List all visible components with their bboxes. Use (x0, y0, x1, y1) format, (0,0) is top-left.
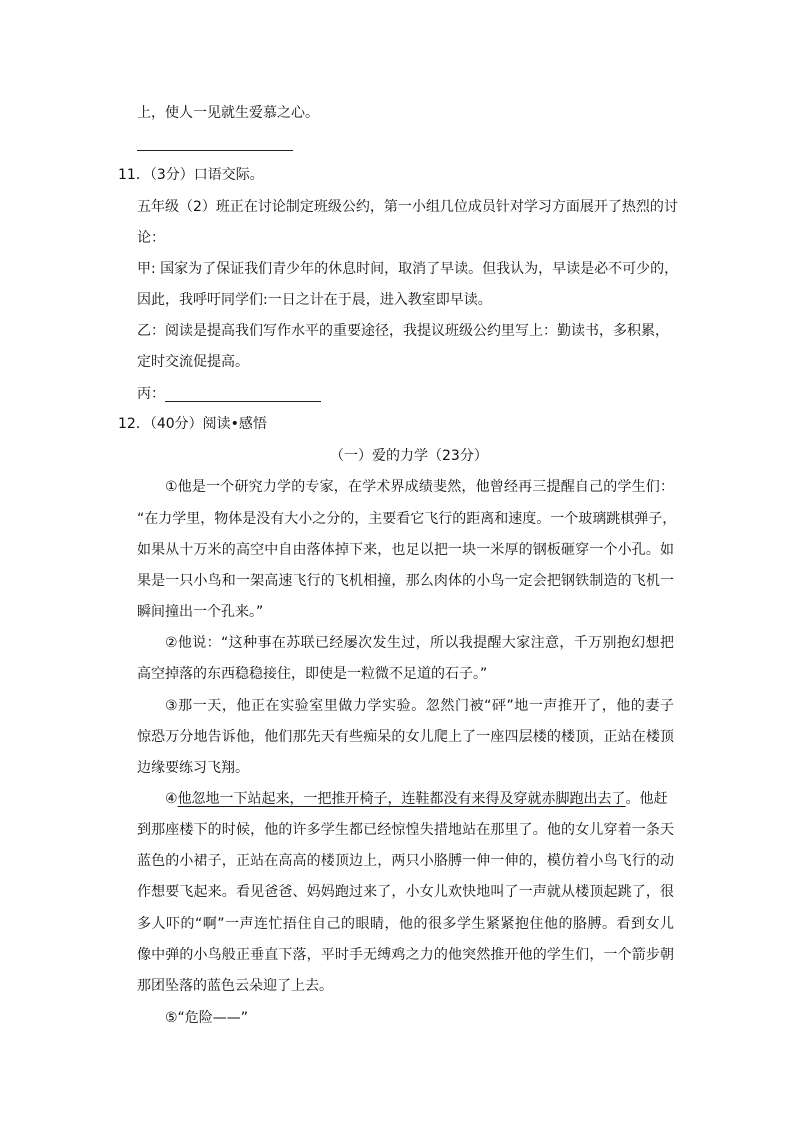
q12-p4-line-2: 到那座楼下的时候，他的许多学生都已经惊惶失措地站在那里了。他的女儿穿着一条天 (137, 822, 674, 838)
q10-continuation-text: 上，使人一见就生爱慕之心。 (137, 105, 319, 121)
q11-header: 11．（3分）口语交际。 (118, 167, 264, 183)
q12-p3-line-2: 惊恐万分地告诉他，他们那先天有些痴呆的女儿爬上了一座四层楼的楼顶，正站在楼顶 (137, 729, 674, 745)
q12-p4-line-7: 那团坠落的蓝色云朵迎了上去。 (137, 978, 333, 994)
q12-header: 12．（40分）阅读•感悟 (118, 416, 267, 432)
q11-intro-line-2: 论： (137, 230, 165, 246)
q11-jia-line-2: 因此，我呼吁同学们:一日之计在于晨，进入教室即早读。 (137, 292, 492, 308)
q11-bing-answer-blank[interactable] (165, 401, 321, 402)
q12-p2-line-2: 高空掉落的东西稳稳接住，即使是一粒微不足道的石子。” (137, 666, 488, 682)
q12-p2-line-1: ②他说：“这种事在苏联已经屡次发生过，所以我提醒大家注意，千万别抱幻想把 (165, 635, 674, 651)
q12-p4-line-6: 像中弹的小鸟般正垂直下落，平时手无缚鸡之力的他突然推开他的学生们，一个箭步朝 (137, 947, 674, 963)
q12-section-title: （一）爱的力学（23分） (330, 448, 488, 464)
q12-p1-line-5: 瞬间撞出一个孔来。” (137, 604, 264, 620)
q12-p4-line-1-tail: 。他赶 (625, 791, 668, 807)
q12-p1-line-4: 果是一只小鸟和一架高速飞行的飞机相撞，那么肉体的小鸟一定会把钢铁制造的飞机一 (137, 573, 674, 589)
q12-p4-line-4: 作想要飞起来。看见爸爸、妈妈跑过来了，小女儿欢快地叫了一声就从楼顶起跳了，很 (137, 884, 674, 900)
q12-p3-line-1: ③那一天，他正在实验室里做力学实验。忽然门被“砰”地一声推开了，他的妻子 (165, 698, 674, 714)
q11-jia-line-1: 甲: 国家为了保证我们青少年的休息时间，取消了早读。但我认为，早读是必不可少的， (137, 261, 679, 277)
q11-bing-label: 丙： (137, 386, 165, 402)
q11-yi-line-2: 定时交流促提高。 (137, 354, 249, 370)
q12-p4-underlined-sentence: 他忽地一下站起来，一把推开椅子，连鞋都没有来得及穿就赤脚跑出去了 (177, 791, 626, 807)
q12-p1-line-3: 如果从十万米的高空中自由落体掉下来，也足以把一块一米厚的钢板砸穿一个小孔。如 (137, 542, 674, 558)
q11-intro-line-1: 五年级（2）班正在讨论制定班级公约，第一小组几位成员针对学习方面展开了热烈的讨 (137, 199, 678, 215)
q12-p4-line-5: 多人吓的“啊”一声连忙捂住自己的眼睛，他的很多学生紧紧抱住他的胳膊。看到女儿 (137, 916, 674, 932)
q12-p1-line-2: “在力学里，物体是没有大小之分的，主要看它飞行的距离和速度。一个玻璃跳棋弹子， (137, 511, 677, 527)
q12-p4-number: ④ (165, 791, 178, 807)
q11-yi-line-1: 乙：阅读是提高我们写作水平的重要途径，我提议班级公约里写上：勤读书，多积累， (137, 323, 669, 339)
q12-p4-line-1 (165, 789, 668, 809)
q12-p4-line-3: 蓝色的小裙子，正站在高高的楼顶边上，两只小胳膊一伸一伸的，模仿着小鸟飞行的动 (137, 853, 674, 869)
q12-p1-line-1: ①他是一个研究力学的专家，在学术界成绩斐然，他曾经再三提醒自己的学生们： (165, 479, 674, 495)
q10-answer-blank[interactable] (137, 150, 293, 151)
q12-p3-line-3: 边缘要练习飞翔。 (137, 760, 249, 776)
q12-p5-line-1: ⑤“危险——” (165, 1010, 249, 1026)
